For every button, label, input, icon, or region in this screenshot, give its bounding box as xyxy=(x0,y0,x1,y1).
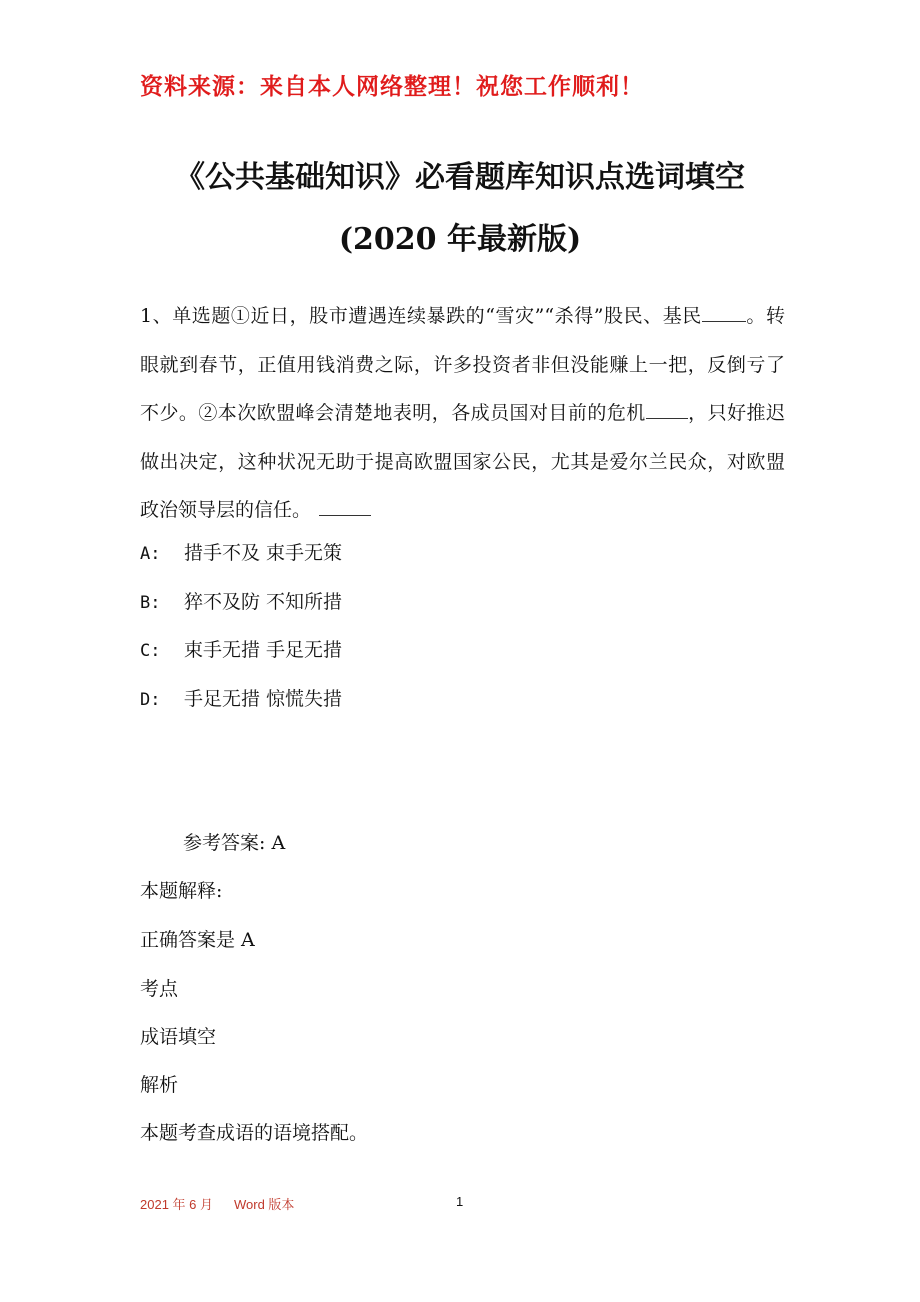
option-a xyxy=(140,538,342,565)
analysis-label: 解析 xyxy=(140,1074,179,1096)
answer-blank-1 xyxy=(702,301,746,322)
option-text: 手足无措 惊慌失措 xyxy=(184,688,343,710)
option-letter: B: xyxy=(140,593,161,613)
key-point-value: 成语填空 xyxy=(140,1026,217,1048)
analysis-text: 本题考查成语的语境搭配。 xyxy=(140,1122,369,1144)
answer-blank-2 xyxy=(646,398,688,419)
page-number: 1 xyxy=(456,1194,464,1209)
document-subtitle: (2020 年最新版) xyxy=(338,222,582,257)
key-point-label: 考点 xyxy=(140,978,179,1000)
footer-version: Word 版本 xyxy=(234,1197,295,1212)
question-text-part-3: ，只好推迟做出决定，这种状况无助于提高欧盟国家公民，尤其是爱尔兰民众，对欧盟政治领导层的信任。 xyxy=(140,402,785,521)
option-text: 束手无措 手足无措 xyxy=(184,639,343,661)
option-letter: D: xyxy=(140,690,161,710)
option-d xyxy=(140,684,342,711)
option-letter: A: xyxy=(140,544,161,564)
explanation-heading: 本题解释: xyxy=(140,880,223,902)
correct-answer: 正确答案是 A xyxy=(140,929,255,951)
option-text: 措手不及 束手无策 xyxy=(184,542,343,564)
option-letter: C: xyxy=(140,641,161,661)
document-title: 《公共基础知识》必看题库知识点选词填空 xyxy=(175,160,745,195)
source-notice: 资料来源：来自本人网络整理！祝您工作顺利！ xyxy=(140,74,644,100)
option-c xyxy=(140,635,342,662)
question-text-part-1: 1、单选题①近日，股市遭遇连续暴跌的“雪灾”“杀得”股民、基民 xyxy=(140,305,702,327)
question-stem xyxy=(140,292,785,535)
option-text: 猝不及防 不知所措 xyxy=(184,591,343,613)
option-b xyxy=(140,587,342,614)
answer-blank-3 xyxy=(319,495,371,516)
question-text-part-2: 。转眼就到春节，正值用钱消费之际，许多投资者非但没能赚上一把，反倒亏了不少。②本次欧盟峰会清楚地表明，各成员国对目前的危机 xyxy=(140,305,785,424)
reference-answer: 参考答案: A xyxy=(183,832,286,854)
footer-date: 2021 年 6 月 xyxy=(140,1197,213,1212)
